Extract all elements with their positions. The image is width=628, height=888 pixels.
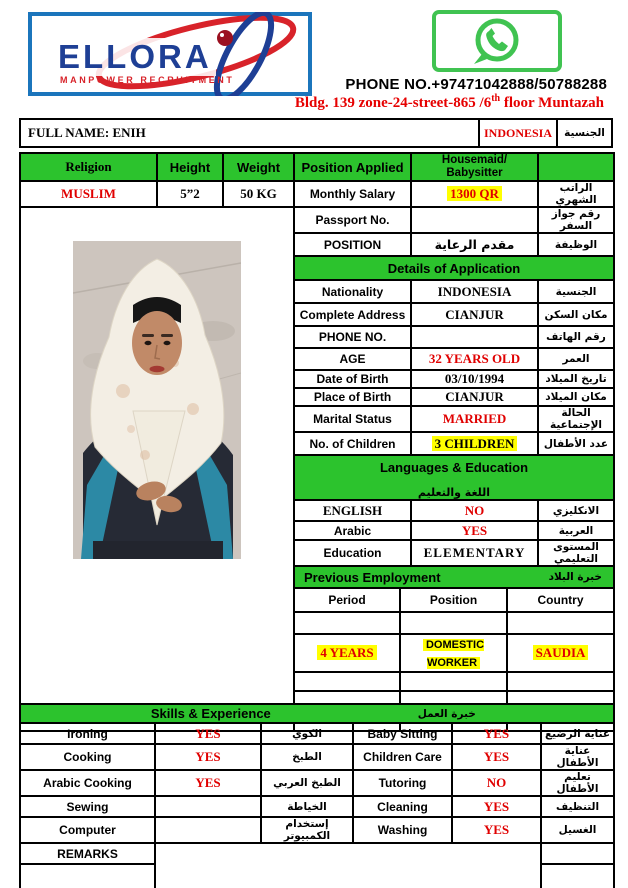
monthly-salary-label: Monthly Salary: [294, 181, 411, 207]
employment-row: [295, 612, 613, 634]
employment-header-row: [295, 589, 613, 612]
detail-arabic: الحالة الإجتماعية: [538, 406, 614, 432]
remarks-row: [20, 843, 614, 864]
skill-arabic: الخياطة: [261, 796, 353, 817]
language-label: ENGLISH: [294, 500, 411, 521]
skill-label: Ironing: [20, 723, 155, 744]
header-empty-cell: [538, 153, 614, 181]
passport-label: Passport No.: [294, 207, 411, 233]
skill-value: YES: [452, 817, 541, 843]
detail-label: AGE: [294, 348, 411, 370]
skill-label: Cleaning: [353, 796, 452, 817]
skill-value: [155, 796, 261, 817]
detail-value: INDONESIA: [411, 280, 538, 303]
skill-label: Washing: [353, 817, 452, 843]
skill-row: [20, 723, 614, 744]
religion-value: MUSLIM: [20, 181, 157, 207]
language-value: NO: [411, 500, 538, 521]
skill-row: [20, 744, 614, 770]
position-header: Position: [400, 589, 507, 612]
detail-arabic: مكان الميلاد: [538, 388, 614, 406]
detail-arabic: العمر: [538, 348, 614, 370]
position-arabic: الوظيفة: [538, 233, 614, 256]
nationality-arabic-label: الجنسية: [556, 120, 611, 146]
skill-row: [20, 796, 614, 817]
employment-title-cell: Previous Employment خبرة البلاد: [294, 566, 614, 588]
skill-label: Computer: [20, 817, 155, 843]
skill-row: [20, 817, 614, 843]
full-name-bar: [19, 118, 613, 148]
skill-value: YES: [155, 770, 261, 796]
country-header: Country: [507, 589, 613, 612]
skill-arabic: عناية الرضيع: [541, 723, 614, 744]
detail-label: No. of Children: [294, 432, 411, 455]
remarks-label: REMARKS: [20, 843, 155, 864]
vitals-row: [20, 181, 614, 207]
monthly-salary-value: 1300 QR: [411, 181, 538, 207]
skill-label: Children Care: [353, 744, 452, 770]
skill-value: YES: [452, 796, 541, 817]
detail-label: Nationality: [294, 280, 411, 303]
height-header: Height: [157, 153, 223, 181]
skill-arabic: إستخدام الكمبيوتر: [261, 817, 353, 843]
employment-row: 4 YEARS DOMESTIC WORKER SAUDIA: [295, 634, 613, 672]
period-header: Period: [295, 589, 400, 612]
skill-label: Baby Sitting: [353, 723, 452, 744]
skill-arabic: الكوي: [261, 723, 353, 744]
nationality-value: INDONESIA: [478, 120, 556, 146]
skills-table: [19, 703, 615, 888]
remarks-arabic-cell: [541, 843, 614, 864]
position-applied-value: Housemaid/ Babysitter: [411, 153, 538, 181]
monthly-salary-arabic: الراتب الشهري: [538, 181, 614, 207]
religion-header: Religion: [20, 153, 157, 181]
skill-row: [20, 770, 614, 796]
skill-value: YES: [452, 744, 541, 770]
main-header-row: [20, 153, 614, 181]
language-label: Arabic: [294, 521, 411, 540]
detail-value: [411, 326, 538, 348]
employment-row: [295, 672, 613, 691]
detail-arabic: رقم الهاتف: [538, 326, 614, 348]
skill-arabic: الطبخ العربي: [261, 770, 353, 796]
skill-label: Tutoring: [353, 770, 452, 796]
position-applied-header: Position Applied: [294, 153, 411, 181]
remarks-value: [155, 843, 541, 888]
detail-label: Place of Birth: [294, 388, 411, 406]
detail-value: 3 CHILDREN: [411, 432, 538, 455]
skill-value: YES: [155, 723, 261, 744]
applicant-photo-cell: [20, 207, 294, 731]
detail-arabic: مكان السكن: [538, 303, 614, 326]
skill-value: YES: [155, 744, 261, 770]
detail-value: 03/10/1994: [411, 370, 538, 388]
logo-dot: [217, 30, 233, 46]
skill-label: Sewing: [20, 796, 155, 817]
education-value: ELEMENTARY: [411, 540, 538, 566]
skill-value: [155, 817, 261, 843]
detail-label: Marital Status: [294, 406, 411, 432]
detail-value: 32 YEARS OLD: [411, 348, 538, 370]
language-value: YES: [411, 521, 538, 540]
detail-arabic: الجنسية: [538, 280, 614, 303]
skills-title-row: [20, 704, 614, 723]
skill-arabic: تعليم الأطفال: [541, 770, 614, 796]
language-arabic: الانكليزي: [538, 500, 614, 521]
weight-value: 50 KG: [223, 181, 294, 207]
skill-arabic: التنظيف: [541, 796, 614, 817]
skill-label: Arabic Cooking: [20, 770, 155, 796]
detail-value: CIANJUR: [411, 388, 538, 406]
logo-tagline: MANPOWER RECRUITMENT: [60, 75, 235, 85]
detail-arabic: تاريخ الميلاد: [538, 370, 614, 388]
education-arabic: المستوى التعليمي: [538, 540, 614, 566]
skill-arabic: عناية الأطفال: [541, 744, 614, 770]
passport-row: [20, 207, 614, 233]
detail-label: Complete Address: [294, 303, 411, 326]
language-arabic: العربية: [538, 521, 614, 540]
address-line: Bldg. 139 zone-24-street-865 /6th floor Muntazah: [294, 93, 604, 111]
position-value: مقدم الرعاية: [411, 233, 538, 256]
full-name-value: FULL NAME: ENIH: [28, 125, 146, 140]
skills-title-cell: Skills & Experience خبرة العمل: [20, 704, 614, 723]
skill-arabic: الطبخ: [261, 744, 353, 770]
detail-label: Date of Birth: [294, 370, 411, 388]
languages-title-cell: Languages & Education اللغة والتعليم: [294, 455, 614, 500]
weight-header: Weight: [223, 153, 294, 181]
detail-arabic: عدد الأطفال: [538, 432, 614, 455]
phone-number-line: PHONE NO.+97471042888/50788288: [345, 76, 607, 93]
position-label: POSITION: [294, 233, 411, 256]
detail-value: MARRIED: [411, 406, 538, 432]
education-label: Education: [294, 540, 411, 566]
passport-arabic: رقم جواز السفر: [538, 207, 614, 233]
logo-wordmark: ELLORA: [58, 38, 212, 75]
applicant-photo: [73, 241, 241, 559]
height-value: 5”2: [157, 181, 223, 207]
skill-label: Cooking: [20, 744, 155, 770]
skill-value: NO: [452, 770, 541, 796]
main-info-table: [19, 152, 615, 732]
detail-label: PHONE NO.: [294, 326, 411, 348]
details-title: Details of Application: [294, 256, 614, 280]
detail-value: CIANJUR: [411, 303, 538, 326]
skill-arabic: الغسيل: [541, 817, 614, 843]
whatsapp-icon: [432, 10, 562, 77]
skill-value: YES: [452, 723, 541, 744]
passport-value: [411, 207, 538, 233]
